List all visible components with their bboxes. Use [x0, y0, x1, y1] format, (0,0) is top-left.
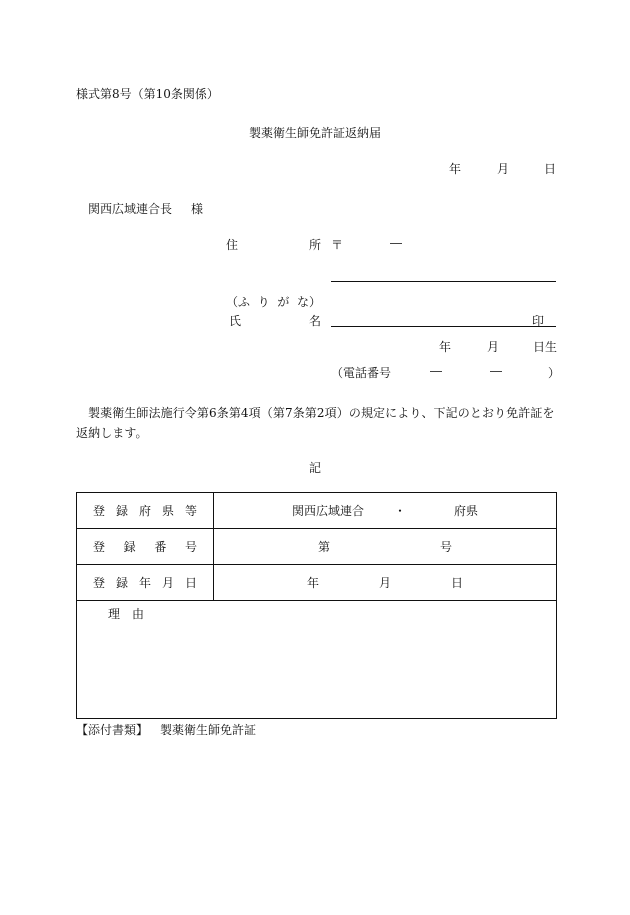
table-row: [77, 565, 557, 601]
reason-label: 理 由: [108, 607, 145, 621]
date-year-label: 年: [449, 162, 462, 176]
address-line: [331, 281, 556, 282]
registration-date-label: 登 録 年 月 日: [77, 565, 214, 601]
phone-dash-1: ―: [430, 364, 442, 378]
registration-number-label: 登 録 番 号: [77, 529, 214, 565]
address-label: 住 所: [226, 238, 321, 252]
phone-close: ）: [548, 366, 561, 380]
attachment-label: 【添付書類】: [76, 723, 149, 737]
addressee: 関西広域連合長: [88, 202, 173, 216]
table-row: [77, 601, 557, 719]
registration-prefecture-value[interactable]: 関西広域連合 ・ 府県: [214, 493, 557, 529]
postal-dash: ―: [390, 236, 402, 250]
birth-year-label: 年: [439, 340, 452, 354]
phone-label: （電話番号: [331, 366, 392, 380]
phone-dash-2: ―: [490, 364, 502, 378]
body-text: 製薬衛生師法施行令第6条第4項（第7条第2項）の規定により、下記のとおり免許証を返納します。: [76, 406, 555, 440]
birth-day-label: 日生: [533, 340, 558, 354]
postal-mark: 〒: [331, 238, 344, 252]
record-table: [76, 492, 557, 719]
ki-heading: 記: [308, 461, 321, 475]
name-label: 氏 名: [229, 314, 321, 328]
reason-field[interactable]: [77, 601, 557, 719]
attachment-value: 製薬衛生師免許証: [160, 723, 257, 737]
table-row: [77, 529, 557, 565]
registration-prefecture-label: 登 録 府 県 等: [77, 493, 214, 529]
form-number: 様式第8号（第10条関係）: [76, 87, 219, 101]
page-title: 製薬衛生師免許証返納届: [248, 126, 381, 140]
date-month-label: 月: [497, 162, 510, 176]
date-day-label: 日: [544, 162, 557, 176]
registration-number-value[interactable]: 第 号: [214, 529, 557, 565]
furigana-label: （ふ り が な）: [226, 295, 321, 309]
registration-date-value[interactable]: 年 月 日: [214, 565, 557, 601]
table-row: [77, 493, 557, 529]
name-line: [331, 326, 556, 327]
seal-mark: 印: [532, 314, 545, 328]
addressee-honorific: 様: [191, 202, 204, 216]
birth-month-label: 月: [487, 340, 500, 354]
